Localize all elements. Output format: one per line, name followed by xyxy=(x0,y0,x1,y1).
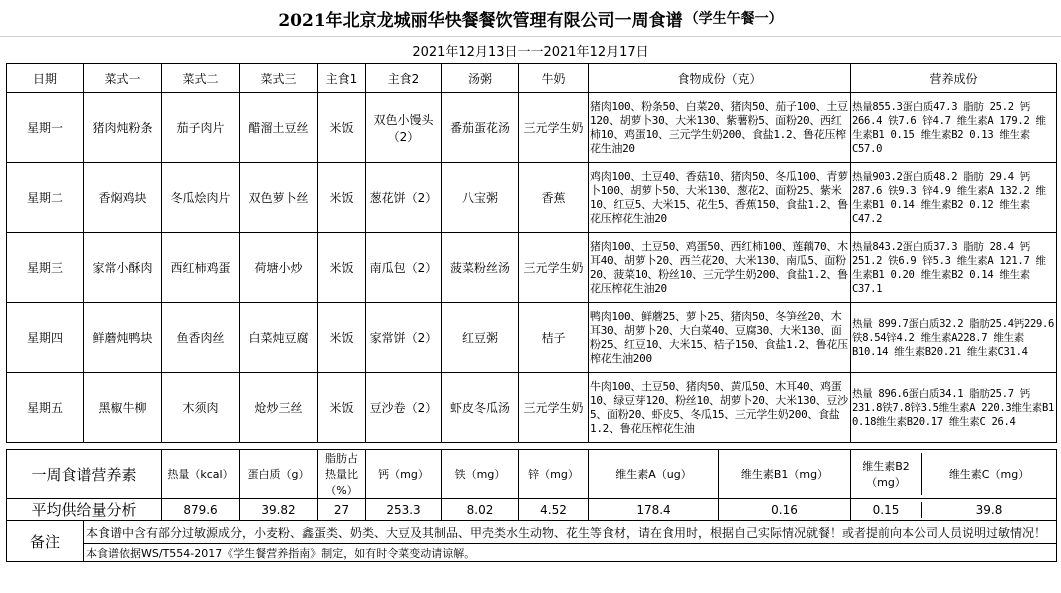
day-row xyxy=(7,373,1057,443)
milk-cell: 三元学生奶 xyxy=(519,373,589,443)
header-dish1: 菜式一 xyxy=(84,64,162,93)
nutrition-cell: 热量855.3蛋白质47.3 脂肪 25.2 钙266.4 铁7.6 锌4.7 维生素A 179.2 维生素B1 0.15 维生素B2 0.13 维生素C57.0 xyxy=(851,93,1057,163)
header-dish2: 菜式二 xyxy=(162,64,240,93)
header-food: 食物成份（克） xyxy=(589,64,851,93)
summary-value-iron: 8.02 xyxy=(442,499,519,521)
day-cell: 星期三 xyxy=(7,233,84,303)
milk-cell: 三元学生奶 xyxy=(519,93,589,163)
summary-col-vitamin-b1: 维生素B1（mg） xyxy=(719,450,851,499)
summary-value-vitamin-b1: 0.16 xyxy=(719,499,851,521)
summary-col-energy: 热量（kcal） xyxy=(162,450,240,499)
header-dish3: 菜式三 xyxy=(240,64,318,93)
summary-value-fat-ratio: 27 xyxy=(318,499,366,521)
staple1-cell: 米饭 xyxy=(318,303,366,373)
dish3-cell: 醋溜土豆丝 xyxy=(240,93,318,163)
dish3-cell: 荷塘小炒 xyxy=(240,233,318,303)
summary-label-top: 一周食谱营养素 xyxy=(7,450,162,499)
dish3-cell: 炝炒三丝 xyxy=(240,373,318,443)
food-ingredients-cell: 猪肉100、粉条50、白菜20、猪肉50、茄子100、土豆120、胡萝卜30、大米130、紫薯粉5、面粉20、西红柿10、鸡蛋10、三元学生奶200、食盐1.2、鲁花压榨花生油20 xyxy=(589,93,851,163)
dish1-cell: 猪肉炖粉条 xyxy=(84,93,162,163)
note-row xyxy=(7,544,1057,562)
dish2-cell: 茄子肉片 xyxy=(162,93,240,163)
staple2-cell: 葱花饼（2） xyxy=(366,163,442,233)
note-allergen: 本食谱中含有部分过敏源成分，小麦粉、鑫蛋类、奶类、大豆及其制品、甲壳类水生动物、花生等食材，请在食用时，根据自己实际情况就餐！或者提前向本公司人员说明过敏情况！ xyxy=(84,521,1057,544)
milk-cell: 桔子 xyxy=(519,303,589,373)
staple1-cell: 米饭 xyxy=(318,93,366,163)
summary-col-protein: 蛋白质（g） xyxy=(240,450,318,499)
day-row xyxy=(7,233,1057,303)
dish2-cell: 鱼香肉丝 xyxy=(162,303,240,373)
summary-value-vitamin-c: 39.8 xyxy=(975,502,1003,517)
soup-cell: 菠菜粉丝汤 xyxy=(442,233,519,303)
note-standard: 本食谱依据WS/T554-2017《学生餐营养指南》制定，如有时令菜变动请谅解。 xyxy=(84,544,1057,562)
page-title xyxy=(0,0,1061,36)
note-label: 备注 xyxy=(7,521,84,562)
weekly-menu-table xyxy=(6,63,1057,562)
soup-cell: 八宝粥 xyxy=(442,163,519,233)
header-date: 日期 xyxy=(7,64,84,93)
day-cell: 星期五 xyxy=(7,373,84,443)
summary-header-row xyxy=(7,450,1057,499)
dish3-cell: 双色萝卜丝 xyxy=(240,163,318,233)
summary-value-calcium: 253.3 xyxy=(366,499,442,521)
nutrition-cell: 热量843.2蛋白质37.3 脂肪 28.4 钙251.2 铁6.9 锌5.3 维生素A 121.7 维生素B1 0.20 维生素B2 0.14 维生素C37.1 xyxy=(851,233,1057,303)
nutrition-cell: 热量 899.7蛋白质32.2 脂肪25.4钙229.6铁8.54锌4.2 维生素A228.7 维生素B10.14 维生素B20.21 维生素C31.4 xyxy=(851,303,1057,373)
staple2-cell: 家常饼（2） xyxy=(366,303,442,373)
nutrition-cell: 热量903.2蛋白质48.2 脂肪 29.4 钙287.6 铁9.3 锌4.9 维生素A 132.2 维生素B1 0.14 维生素B2 0.12 维生素C47.2 xyxy=(851,163,1057,233)
summary-col-vitamin-a: 维生素A（ug） xyxy=(589,450,719,499)
day-row xyxy=(7,163,1057,233)
summary-col-iron: 铁（mg） xyxy=(442,450,519,499)
day-cell: 星期四 xyxy=(7,303,84,373)
summary-value-vitamin-b2-c xyxy=(851,499,1057,521)
summary-value-zinc: 4.52 xyxy=(519,499,589,521)
food-ingredients-cell: 牛肉100、土豆50、猪肉50、黄瓜50、木耳40、鸡蛋10、绿豆芽120、粉丝10、胡萝卜20、大米130、豆沙5、面粉20、虾皮5、冬瓜15、三元学生奶200、食盐1.2、鲁花压榨花生油 xyxy=(589,373,851,443)
header-nutrition: 营养成份 xyxy=(851,64,1057,93)
nutrition-cell: 热量 896.6蛋白质34.1 脂肪25.7 钙231.8铁7.8锌3.5维生素A 220.3维生素B1 0.18维生素B20.17 维生素C 26.4 xyxy=(851,373,1057,443)
summary-value-energy: 879.6 xyxy=(162,499,240,521)
dish1-cell: 香焖鸡块 xyxy=(84,163,162,233)
food-ingredients-cell: 猪肉100、土豆50、鸡蛋50、西红柿100、莲藕70、木耳40、胡萝卜20、西兰花20、大米130、南瓜5、面粉20、菠菜10、粉丝10、三元学生奶200、食盐1.2、鲁花压榨花生油20 xyxy=(589,233,851,303)
dish3-cell: 白菜炖豆腐 xyxy=(240,303,318,373)
day-cell: 星期一 xyxy=(7,93,84,163)
day-row xyxy=(7,93,1057,163)
summary-label-bottom: 平均供给量分析 xyxy=(7,499,162,521)
header-soup: 汤粥 xyxy=(442,64,519,93)
summary-col-vitamin-b2: 维生素B2（mg） xyxy=(851,453,922,495)
food-ingredients-cell: 鸭肉100、鲜蘑25、萝卜25、猪肉50、冬笋丝20、木耳30、胡萝卜20、大白菜40、豆腐30、大米130、面粉25、红豆10、大米15、桔子150、食盐1.2、鲁花压榨花生油200 xyxy=(589,303,851,373)
staple1-cell: 米饭 xyxy=(318,163,366,233)
summary-value-vitamin-a: 178.4 xyxy=(589,499,719,521)
food-ingredients-cell: 鸡肉100、土豆40、香菇10、猪肉50、冬瓜100、青萝卜100、胡萝卜50、大米130、葱花2、面粉25、紫米10、红豆5、大米15、花生5、香蕉150、食盐1.2、鲁花压榨花生油20 xyxy=(589,163,851,233)
staple2-cell: 豆沙卷（2） xyxy=(366,373,442,443)
dish1-cell: 鲜蘑炖鸭块 xyxy=(84,303,162,373)
summary-col-calcium: 钙（mg） xyxy=(366,450,442,499)
dish1-cell: 家常小酥肉 xyxy=(84,233,162,303)
soup-cell: 番茄蛋花汤 xyxy=(442,93,519,163)
spacer-row xyxy=(7,443,1057,450)
header-row xyxy=(7,64,1057,93)
note-row xyxy=(7,521,1057,544)
summary-col-vitamin-b2-c xyxy=(851,450,1057,499)
summary-value-vitamin-b2: 0.15 xyxy=(851,502,922,518)
day-row xyxy=(7,303,1057,373)
title-text: 2021年北京龙城丽华快餐餐饮管理有限公司一周食谱 xyxy=(278,10,683,31)
staple1-cell: 米饭 xyxy=(318,373,366,443)
day-cell: 星期二 xyxy=(7,163,84,233)
staple1-cell: 米饭 xyxy=(318,233,366,303)
staple2-cell: 南瓜包（2） xyxy=(366,233,442,303)
dish2-cell: 冬瓜烩肉片 xyxy=(162,163,240,233)
soup-cell: 红豆粥 xyxy=(442,303,519,373)
soup-cell: 虾皮冬瓜汤 xyxy=(442,373,519,443)
summary-value-protein: 39.82 xyxy=(240,499,318,521)
dish2-cell: 西红柿鸡蛋 xyxy=(162,233,240,303)
summary-col-fat-ratio: 脂肪占热量比（%） xyxy=(318,450,366,499)
summary-col-vitamin-c: 维生素C（mg） xyxy=(948,468,1030,481)
summary-col-zinc: 锌（mg） xyxy=(519,450,589,499)
header-staple1: 主食1 xyxy=(318,64,366,93)
milk-cell: 三元学生奶 xyxy=(519,233,589,303)
dish2-cell: 木须肉 xyxy=(162,373,240,443)
dish1-cell: 黑椒牛柳 xyxy=(84,373,162,443)
staple2-cell: 双色小馒头（2） xyxy=(366,93,442,163)
header-staple2: 主食2 xyxy=(366,64,442,93)
title-subtitle: （学生午餐一） xyxy=(684,11,783,27)
header-milk: 牛奶 xyxy=(519,64,589,93)
spacer-cell xyxy=(7,443,1057,450)
summary-values-row xyxy=(7,499,1057,521)
date-range: 2021年12月13日一一2021年12月17日 xyxy=(0,36,1061,64)
milk-cell: 香蕉 xyxy=(519,163,589,233)
